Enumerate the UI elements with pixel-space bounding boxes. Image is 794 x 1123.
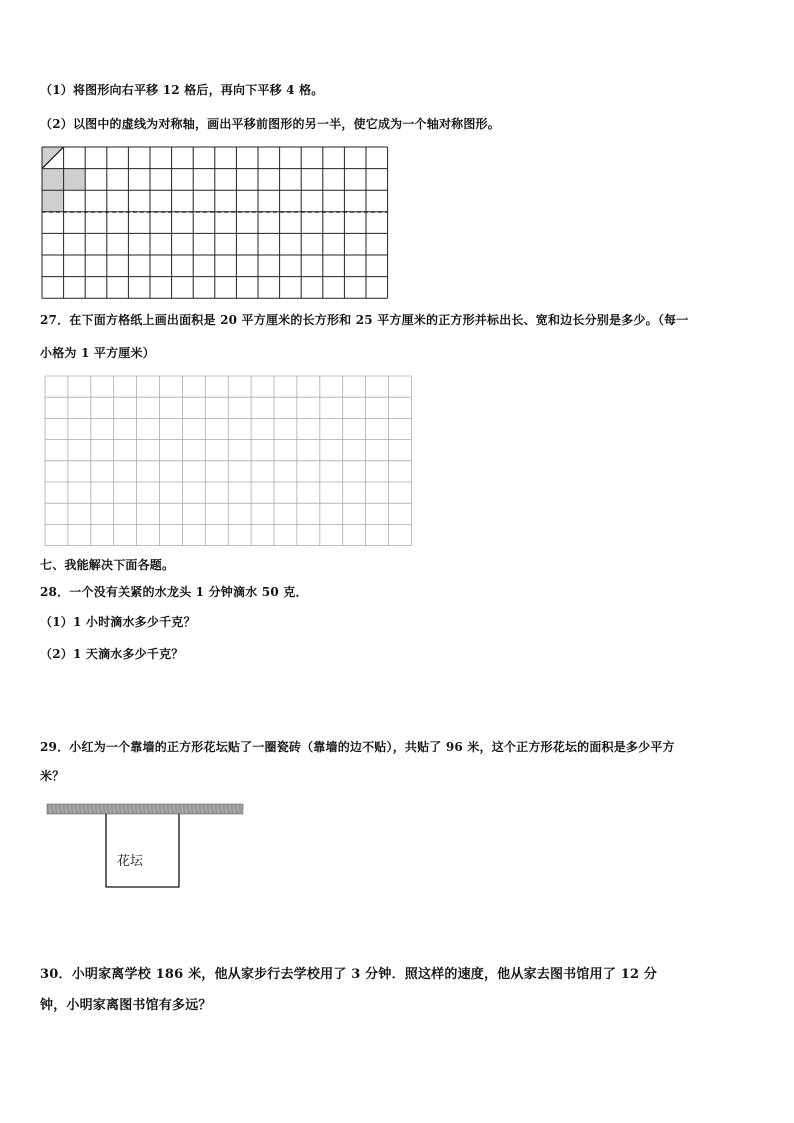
q30-line1: 30．小明家离学校 186 米，他从家步行去学校用了 3 分钟．照这样的速度，他从家去图书馆用了 12 分 [40,967,658,982]
q29-line2: 米？ [40,769,65,783]
flowerbed-label: 花坛 [117,854,144,869]
q28-sub1: （1）1 小时滴水多少千克？ [40,615,196,629]
q26-sub2: （2）以图中的虚线为对称轴，画出平移前图形的另一半，使它成为一个轴对称图形。 [40,117,500,131]
q27-line2: 小格为 1 平方厘米） [40,346,155,360]
q28-stem: 28．一个没有关紧的水龙头 1 分钟滴水 50 克． [40,585,308,599]
q28-sub2: （2）1 天滴水多少千克？ [40,647,184,661]
q29-line1: 29．小红为一个靠墙的正方形花坛贴了一圈瓷砖（靠墙的边不贴），共贴了 96 米，这个正方形花坛的面积是多少平方 [40,740,675,754]
q26-sub1: （1）将图形向右平移 12 格后，再向下平移 4 格。 [40,83,324,97]
q27-line1: 27．在下面方格纸上画出面积是 20 平方厘米的长方形和 25 平方厘米的正方形并标出长、宽和边长分别是多少。（每一 [40,313,689,327]
flowerbed-figure [46,803,246,889]
section-7-title: 七、我能解决下面各题。 [40,558,175,572]
square-grid [44,375,414,547]
translation-grid [41,146,389,300]
q30-line2: 钟，小明家离图书馆有多远？ [40,998,212,1013]
